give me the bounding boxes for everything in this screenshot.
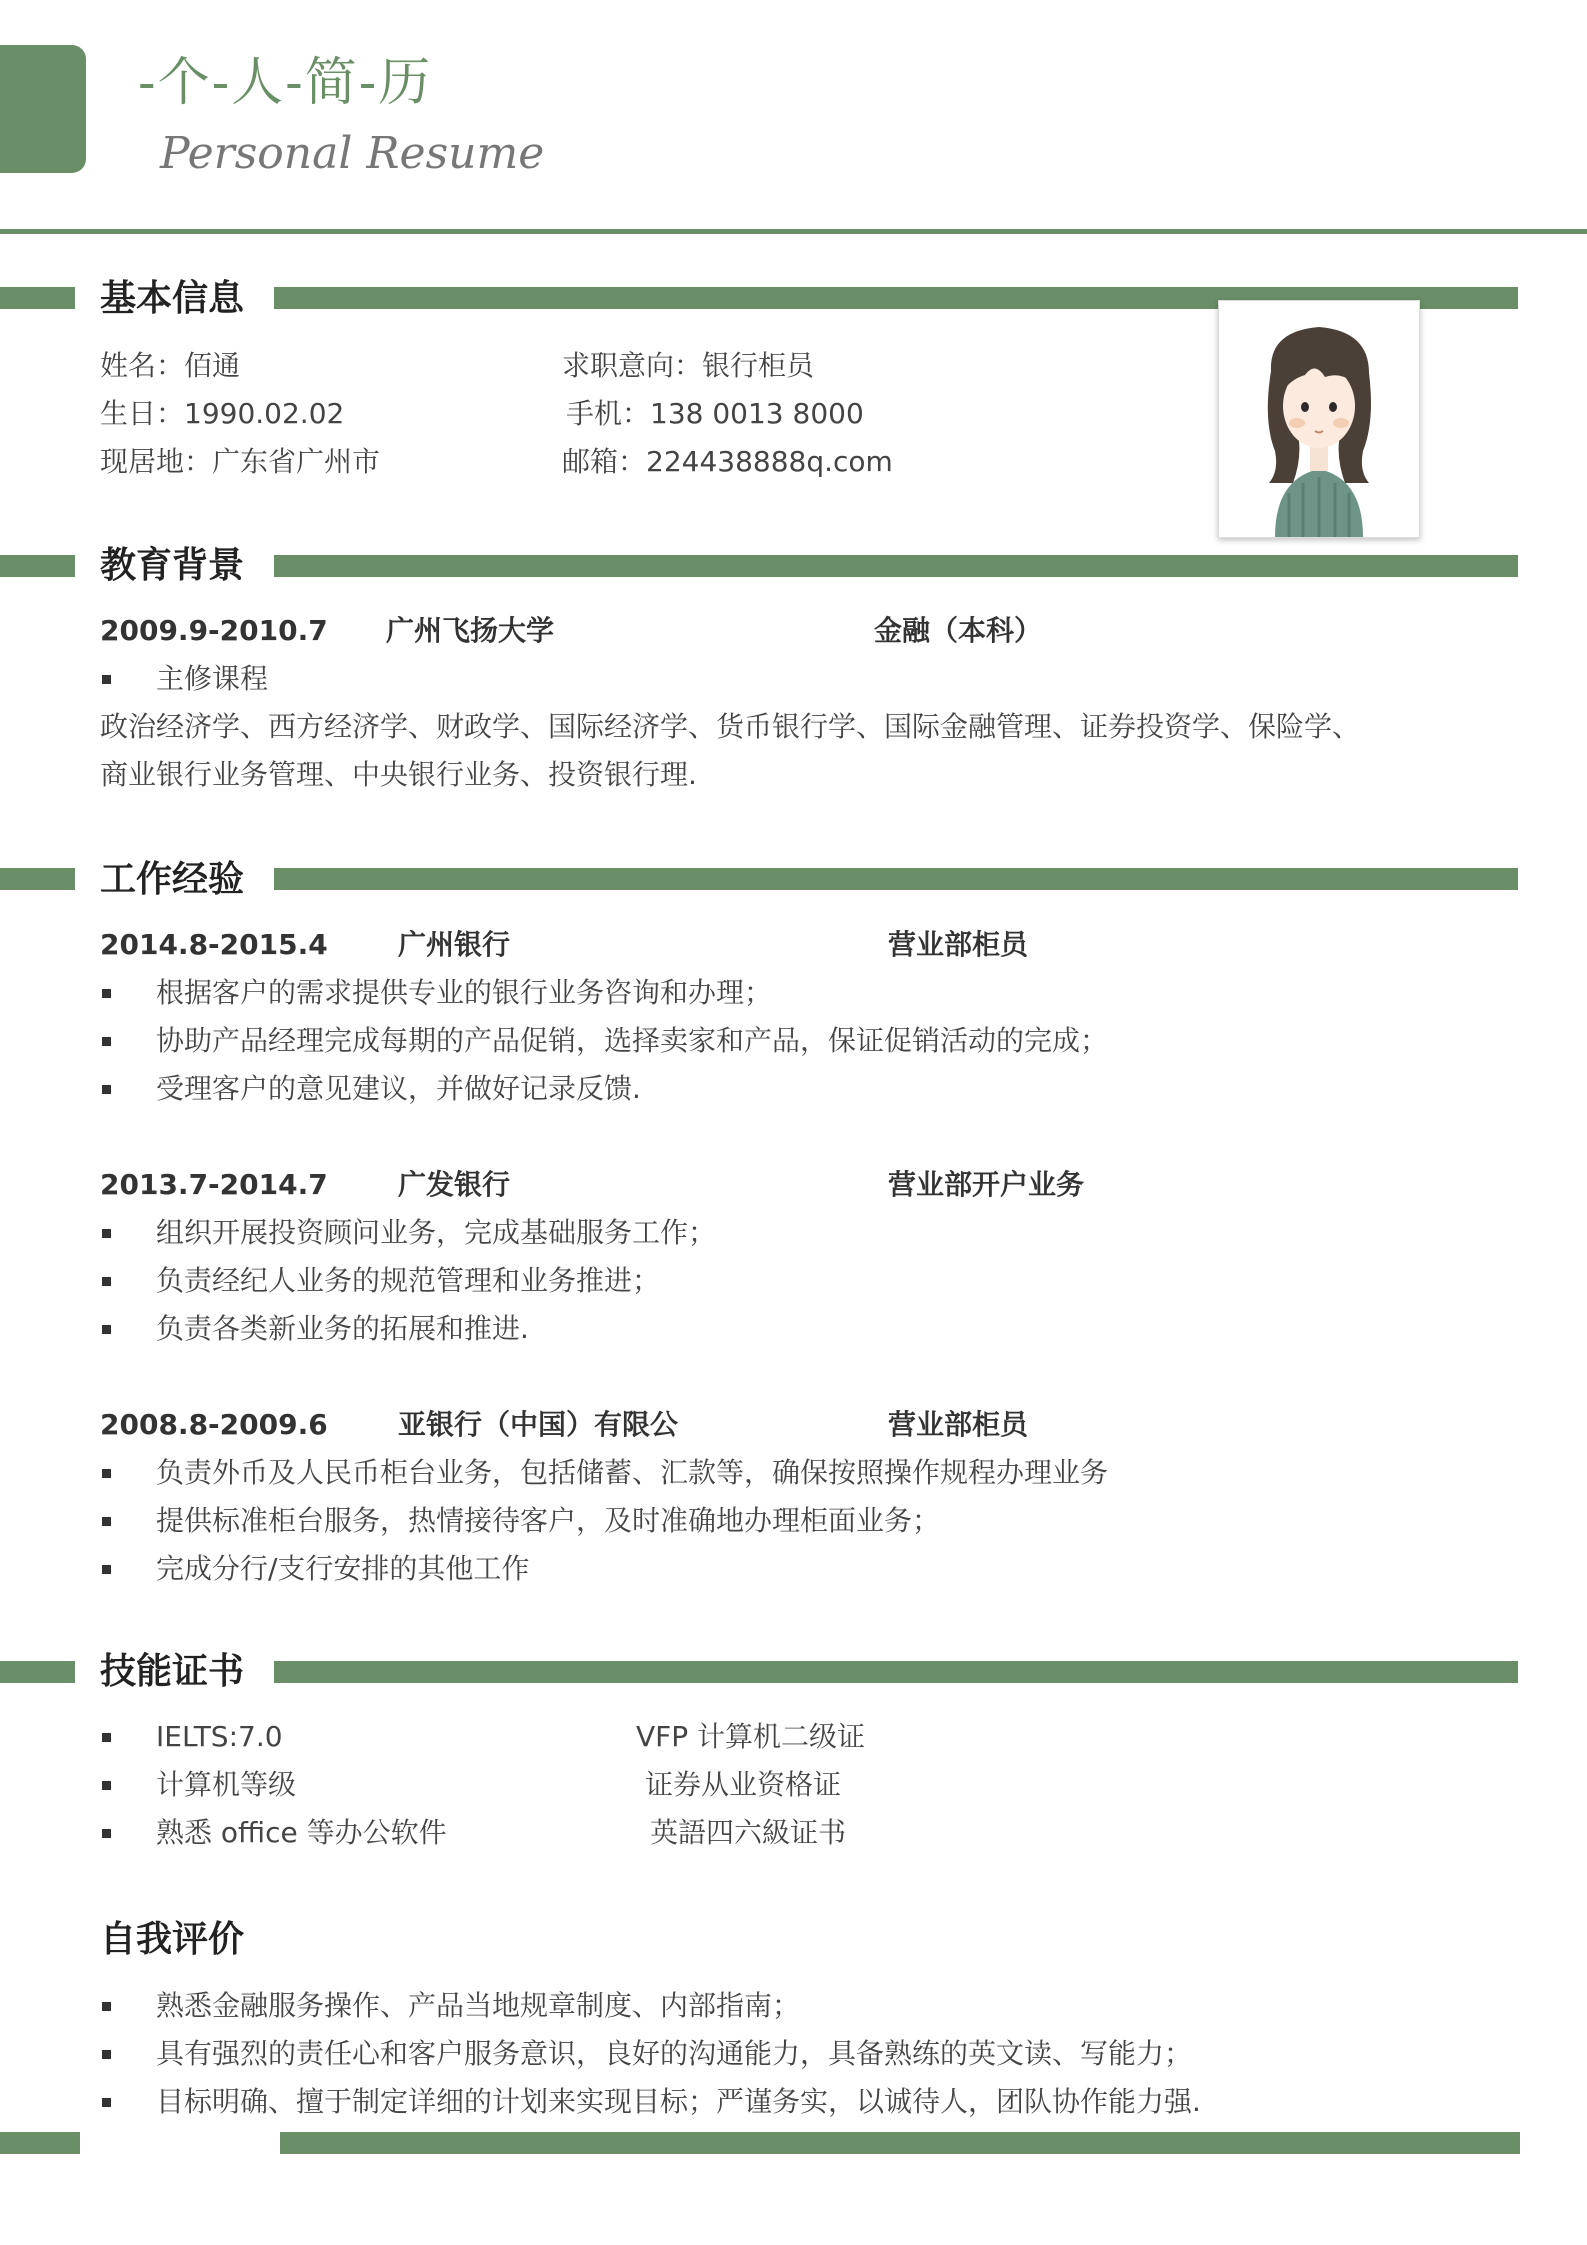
bullet-icon [102,1085,111,1094]
job-duty: 受理客户的意见建议，并做好记录反馈. [156,1072,641,1105]
header-accent-tab [0,45,86,173]
self-eval-item: 目标明确、擅于制定详细的计划来实现目标；严谨务实，以诚待人，团队协作能力强. [156,2085,1201,2118]
section-bar-right [274,555,1518,577]
bullet-icon [102,1517,111,1526]
bullet-icon [102,675,111,684]
section-title-skills: 技能证书 [100,1651,245,1692]
info-residence: 现居地：广东省广州市 [100,445,381,478]
job-duty: 根据客户的需求提供专业的银行业务咨询和办理； [156,976,773,1009]
job-duty: 提供标准柜台服务，热情接待客户，及时准确地办理柜面业务； [156,1504,941,1537]
profile-photo [1218,300,1420,538]
education-major: 金融（本科） [874,614,1043,647]
skill-item: 计算机等级 [156,1768,297,1801]
education-courses-line1: 政治经济学、西方经济学、财政学、国际经济学、货币银行学、国际金融管理、证券投资学、保险学、 [100,710,1361,743]
footer-bar-right [280,2132,1520,2154]
section-bar-right [274,1661,1518,1683]
footer-bar-left [0,2132,80,2154]
job-duty: 协助产品经理完成每期的产品促销，选择卖家和产品，保证促销活动的完成； [156,1024,1109,1057]
info-email: 邮箱：224438888q.com [562,445,893,478]
certificate-item: 证券从业资格证 [645,1768,842,1801]
self-eval-item: 具有强烈的责任心和客户服务意识，良好的沟通能力，具备熟练的英文读、写能力； [156,2037,1193,2070]
section-bar-right [274,868,1518,890]
job-duty: 负责外币及人民币柜台业务，包括储蓄、汇款等，确保按照操作规程办理业务 [156,1456,1109,1489]
certificate-item: VFP 计算机二级证 [636,1720,866,1753]
info-phone: 手机：138 0013 8000 [566,397,864,430]
education-courses-line2: 商业银行业务管理、中央银行业务、投资银行理. [100,758,697,791]
header-divider [0,229,1587,234]
job-position: 营业部柜员 [888,1408,1029,1441]
bullet-icon [102,1277,111,1286]
job-period: 2008.8-2009.6 [100,1408,328,1441]
section-bar-left [0,287,75,309]
section-title-self-eval: 自我评价 [100,1919,245,1960]
job-period: 2013.7-2014.7 [100,1168,328,1201]
education-school: 广州飞扬大学 [386,614,555,647]
job-duty: 负责各类新业务的拓展和推进. [156,1312,529,1345]
bullet-icon [102,1469,111,1478]
bullet-icon [102,1829,111,1838]
avatar-illustration [1219,301,1419,537]
page-subtitle: Personal Resume [160,128,545,179]
self-eval-item: 熟悉金融服务操作、产品当地规章制度、内部指南； [156,1989,801,2022]
section-bar-left [0,1661,75,1683]
job-duty: 负责经纪人业务的规范管理和业务推进； [156,1264,661,1297]
page-title: -个-人-简-历 [138,53,433,113]
job-company: 广州银行 [398,928,511,961]
job-company: 亚银行（中国）有限公 [398,1408,679,1441]
section-title-education: 教育背景 [100,545,245,586]
info-birth: 生日：1990.02.02 [100,397,345,430]
bullet-icon [102,1733,111,1742]
job-company: 广发银行 [398,1168,511,1201]
skill-item: 熟悉 office 等办公软件 [156,1816,447,1849]
bullet-icon [102,1325,111,1334]
bullet-icon [102,2098,111,2107]
job-position: 营业部柜员 [888,928,1029,961]
bullet-icon [102,1037,111,1046]
info-job-intent: 求职意向：银行柜员 [562,349,815,382]
section-title-basic-info: 基本信息 [100,278,245,319]
job-period: 2014.8-2015.4 [100,928,328,961]
bullet-icon [102,989,111,998]
education-period: 2009.9-2010.7 [100,614,328,647]
bullet-icon [102,2050,111,2059]
info-name: 姓名：佰通 [100,349,241,382]
job-duty: 完成分行/支行安排的其他工作 [156,1552,530,1585]
bullet-icon [102,1565,111,1574]
section-bar-left [0,555,75,577]
skill-item: IELTS:7.0 [156,1720,283,1753]
job-duty: 组织开展投资顾问业务，完成基础服务工作； [156,1216,717,1249]
bullet-icon [102,1781,111,1790]
bullet-icon [102,1229,111,1238]
education-course-heading: 主修课程 [156,662,269,695]
section-bar-left [0,868,75,890]
job-position: 营业部开户业务 [888,1168,1085,1201]
bullet-icon [102,2002,111,2011]
certificate-item: 英語四六級证书 [650,1816,847,1849]
section-title-work: 工作经验 [100,859,245,900]
